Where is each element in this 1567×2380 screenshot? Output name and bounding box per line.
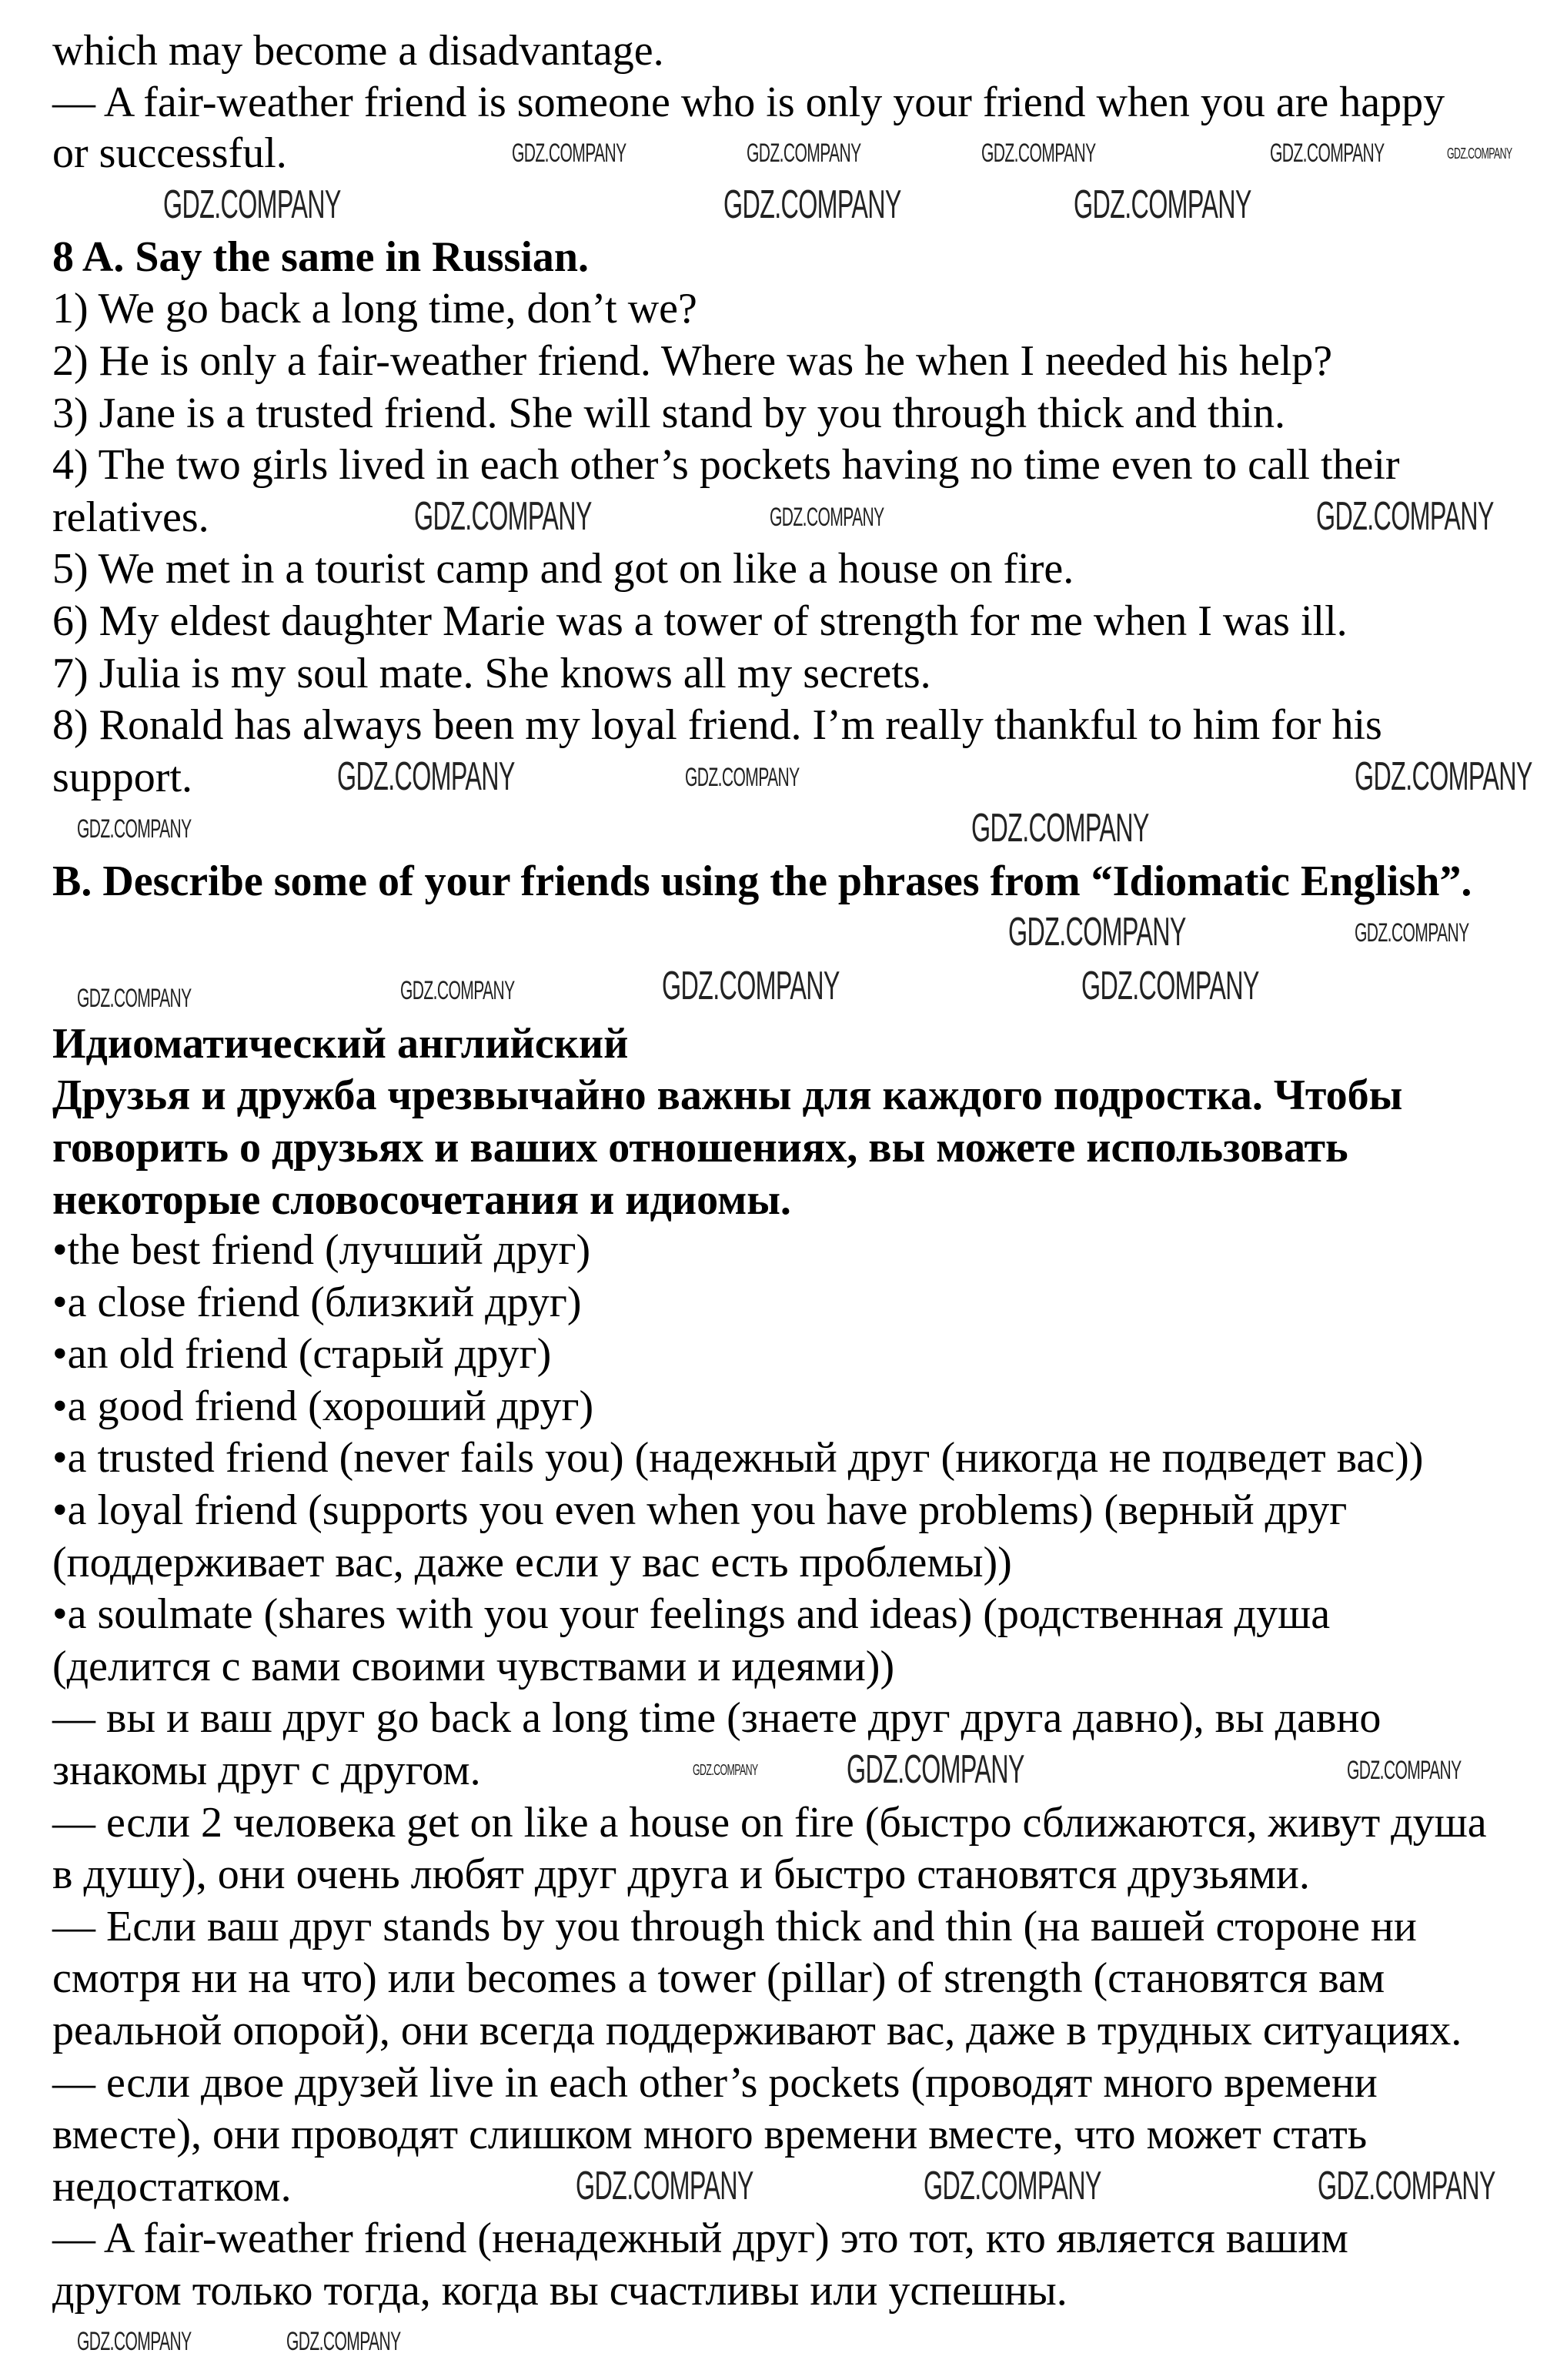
watermark: GDZ.COMPANY xyxy=(77,984,192,1013)
list-item: •the best friend (лучший друг) xyxy=(52,1226,591,1274)
list-item: — если двое друзей live in each other’s pockets (проводят много времени xyxy=(52,2059,1378,2107)
watermark: GDZ.COMPANY xyxy=(1081,964,1259,1008)
section-title: Идиоматический английский xyxy=(52,1020,629,1068)
list-item: смотря ни на что) или becomes a tower (pillar) of strength (становятся вам xyxy=(52,1954,1385,2002)
sentence: 7) Julia is my soul mate. She knows all my secrets. xyxy=(52,650,931,697)
sentence: support. xyxy=(52,754,192,801)
intro-line: Друзья и дружба чрезвычайно важны для каждого подростка. Чтобы xyxy=(52,1071,1403,1119)
watermark: GDZ.COMPANY xyxy=(77,814,192,844)
exercise-8b-heading: B. Describe some of your friends using the phrases from “Idiomatic English”. xyxy=(52,857,1472,905)
text-line: which may become a disadvantage. xyxy=(52,27,664,75)
watermark: GDZ.COMPANY xyxy=(163,182,341,227)
sentence: 5) We met in a tourist camp and got on like a house on fire. xyxy=(52,545,1074,593)
list-item: — Если ваш друг stands by you through thick and thin (на вашей стороне ни xyxy=(52,1903,1417,1950)
list-item: (поддерживает вас, даже если у вас есть проблемы)) xyxy=(52,1539,1012,1586)
watermark: GDZ.COMPANY xyxy=(337,754,515,799)
list-item: •a close friend (близкий друг) xyxy=(52,1279,582,1326)
watermark: GDZ.COMPANY xyxy=(747,139,861,168)
watermark: GDZ.COMPANY xyxy=(77,2327,192,2356)
list-item: (делится с вами своими чувствами и идеями)) xyxy=(52,1643,895,1690)
sentence: 1) We go back a long time, don’t we? xyxy=(52,285,697,333)
watermark: GDZ.COMPANY xyxy=(512,139,626,168)
watermark: GDZ.COMPANY xyxy=(1447,145,1512,162)
watermark: GDZ.COMPANY xyxy=(1270,139,1385,168)
list-item: — A fair-weather friend (ненадежный друг) это тот, кто является вашим xyxy=(52,2215,1348,2262)
watermark: GDZ.COMPANY xyxy=(576,2164,753,2208)
list-item: в душу), они очень любят друг друга и быстро становятся друзьями. xyxy=(52,1850,1310,1898)
sentence: 4) The two girls lived in each other’s pockets having no time even to call their xyxy=(52,441,1400,489)
sentence: 6) My eldest daughter Marie was a tower of strength for me when I was ill. xyxy=(52,597,1348,645)
intro-line: говорить о друзьях и ваших отношениях, вы можете использовать xyxy=(52,1124,1348,1172)
watermark: GDZ.COMPANY xyxy=(400,976,515,1005)
list-item: реальной опорой), они всегда поддерживают вас, даже в трудных ситуациях. xyxy=(52,2007,1462,2054)
sentence: 3) Jane is a trusted friend. She will stand by you through thick and thin. xyxy=(52,389,1285,437)
watermark: GDZ.COMPANY xyxy=(1008,910,1186,954)
list-item: •a loyal friend (supports you even when you have problems) (верный друг xyxy=(52,1486,1348,1534)
watermark: GDZ.COMPANY xyxy=(685,763,800,792)
watermark: GDZ.COMPANY xyxy=(414,494,592,539)
list-item: •an old friend (старый друг) xyxy=(52,1330,552,1378)
watermark: GDZ.COMPANY xyxy=(662,964,840,1008)
list-item: •a soulmate (shares with you your feelings and ideas) (родственная душа xyxy=(52,1590,1331,1638)
sentence: relatives. xyxy=(52,493,209,541)
intro-line: некоторые словосочетания и идиомы. xyxy=(52,1176,791,1224)
watermark: GDZ.COMPANY xyxy=(1355,918,1469,948)
watermark: GDZ.COMPANY xyxy=(1316,494,1494,539)
watermark: GDZ.COMPANY xyxy=(286,2327,401,2356)
list-item: — если 2 человека get on like a house on fire (быстро сближаются, живут душа xyxy=(52,1799,1487,1847)
list-item: — вы и ваш друг go back a long time (знаете друг друга давно), вы давно xyxy=(52,1694,1382,1742)
list-item: •a trusted friend (never fails you) (надежный друг (никогда не подведет вас)) xyxy=(52,1434,1424,1482)
watermark: GDZ.COMPANY xyxy=(971,806,1149,851)
exercise-heading: 8 A. Say the same in Russian. xyxy=(52,233,590,281)
watermark: GDZ.COMPANY xyxy=(1318,2164,1495,2208)
watermark: GDZ.COMPANY xyxy=(770,503,884,532)
list-item: вместе), они проводят слишком много времени вместе, что может стать xyxy=(52,2111,1368,2158)
watermark: GDZ.COMPANY xyxy=(1355,754,1532,799)
watermark: GDZ.COMPANY xyxy=(1347,1756,1462,1785)
text-line: or successful. xyxy=(52,129,287,177)
list-item: •a good friend (хороший друг) xyxy=(52,1382,594,1430)
watermark: GDZ.COMPANY xyxy=(847,1747,1024,1792)
watermark: GDZ.COMPANY xyxy=(723,182,901,227)
watermark: GDZ.COMPANY xyxy=(924,2164,1101,2208)
watermark: GDZ.COMPANY xyxy=(1074,182,1251,227)
list-item: недостатком. xyxy=(52,2163,292,2211)
text-line: — A fair-weather friend is someone who is only your friend when you are happy xyxy=(52,79,1445,126)
list-item: знакомы друг с другом. xyxy=(52,1747,481,1794)
sentence: 2) He is only a fair-weather friend. Where was he when I needed his help? xyxy=(52,337,1333,385)
watermark: GDZ.COMPANY xyxy=(693,1762,758,1779)
list-item: другом только тогда, когда вы счастливы или успешны. xyxy=(52,2267,1067,2315)
sentence: 8) Ronald has always been my loyal friend. I’m really thankful to him for his xyxy=(52,701,1382,749)
watermark: GDZ.COMPANY xyxy=(981,139,1096,168)
